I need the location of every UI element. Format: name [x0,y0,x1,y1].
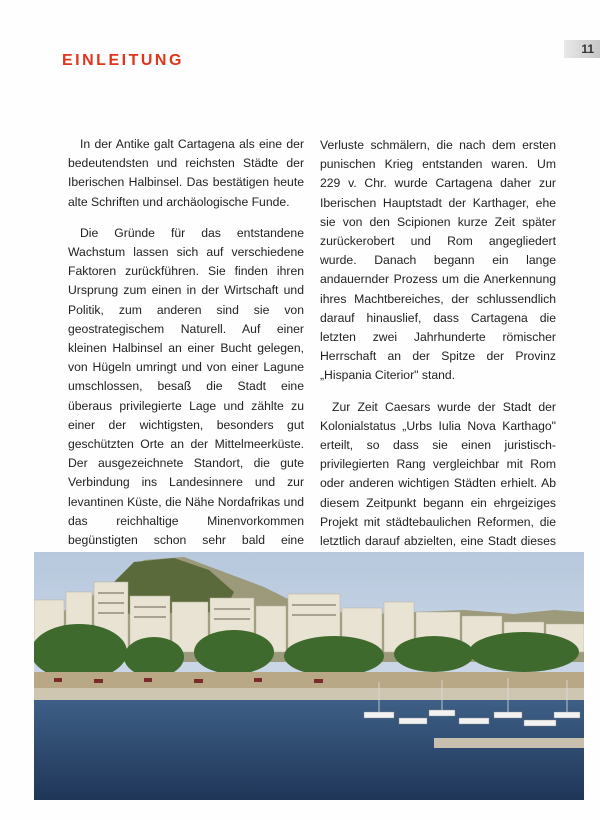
page-number: 11 [564,40,600,58]
paragraph: Verluste schmälern, die nach dem ersten punischen Krieg entstanden waren. Um 229 v. Chr. wurde Cartagena daher zur Iberischen Hauptstadt der Karthager, ehe sie von den Scipionen kurze Zeit später zurückerobert und Rom angegliedert wurde. Danach begann ein lange andauernder Prozess um die Anerkennung ihres Machtbereiches, der schlussendlich darauf hinauslief, dass Cartagena die letzten zwei Jahrhunderte römischer Herrschaft an der Spitze der Provinz „Hispania Citerior" stand. [320,138,556,383]
paragraph: In der Antike galt Cartagena als eine der bedeutendsten und reichsten Städte der Iberischen Halbinsel. Das bestätigen heute alte Schriften und archäologische Funde. [68,137,304,209]
harbour-photo [34,552,584,800]
paragraph: Die Gründe für das entstandene Wachstum lassen sich auf verschiedene Faktoren zurückführen. Sie finden ihren Ursprung zum einen in der Wirtschaft und Politik, zum anderen sind sie von geostrategischem Naturell. Auf einer kleinen Halbinsel an einer Bucht gelegen, von Hügeln umringt und von einer Lagune umschlossen, besaß die Stadt eine überaus privilegierte Lage und zählte zu einer der wichtigsten, besonders gut geschützten Orte an der Mittelmeerküste. Der ausgezeichnete Standort, die gute Verbindung ins Landesinnere und zur levantinen Küste, die Nähe Nordafrikas und das reichhaltige Minenvorkommen begünstigten schon sehr bald eine [68,225,304,548]
paragraph: Zur Zeit Caesars wurde der Stadt der Kolonialstatus „Urbs Iulia Nova Karthago" erteilt, so dass sie einen juristisch-privilegierten Rang vergleichbar mit Rom oder anderen wichtigen Städten erhielt. Ab diesem Zeitpunkt begann ein ehrgeiziges Projekt mit städtebaulichen Reformen, die letztlich darauf abzielten, eine Stadt dieses [320,399,556,549]
chapter-heading: EINLEITUNG [62,52,184,69]
